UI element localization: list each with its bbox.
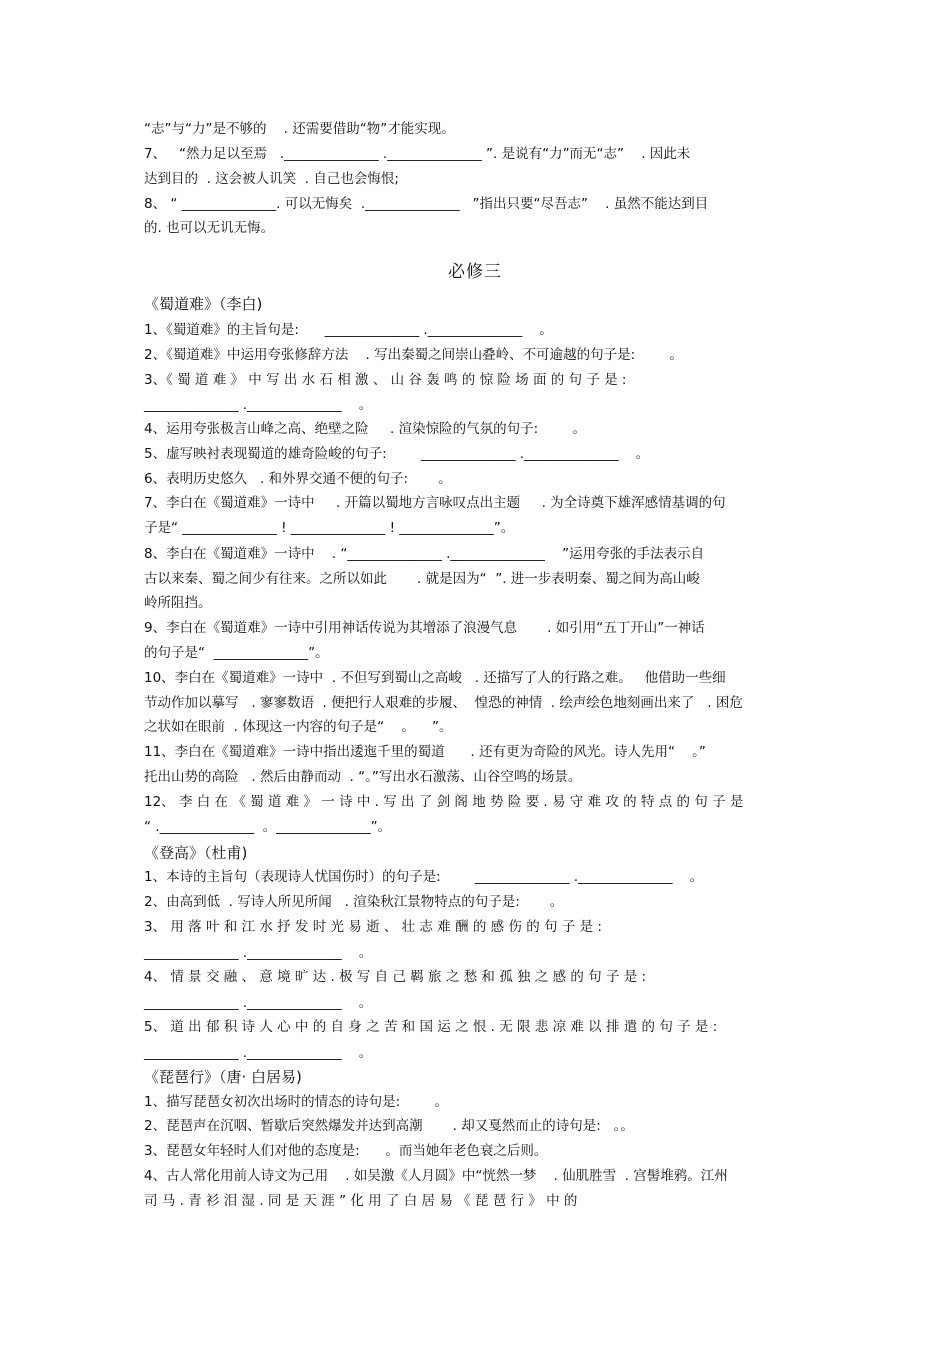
text-line: 7、李白在《蜀道难》一诗中 . 开篇以蜀地方言咏叹点出主题 . 为全诗奠下雄浑感情基调的句 — [144, 495, 726, 511]
text-line: “志”与“力”是不够的 . 还需要借助“物”才能实现。 — [144, 121, 455, 137]
text-line: 11、李白在《蜀道难》一诗中指出逶迤千里的蜀道 . 还有更为奇险的风光。诗人先用“ 。” — [144, 744, 706, 760]
text-line: 5、 道 出 郁 积 诗 人 心 中 的 自 身 之 苦 和 国 运 之 恨 . 无 限 悲 凉 难 以 排 遣 的 句 子 是 : — [144, 1019, 718, 1035]
section-title: 《登高》（杜甫) — [144, 844, 248, 862]
text-line: 2、琵琶声在沉咽、暂歇后突然爆发并达到高潮 . 却又戛然而止的诗句是: 。。 — [144, 1118, 634, 1134]
text-line: 2、由高到低 . 写诗人所见所闻 . 渲染秋江景物特点的句子是: 。 — [144, 894, 564, 910]
text-line: 4、古人常化用前人诗文为己用 . 如吴激《人月圆》中“恍然一梦 . 仙肌胜雪 . 宫髻堆鸦。江州 — [144, 1168, 728, 1184]
text-line: 子是“ ______________ ! ______________ ! ______________”。 — [144, 520, 515, 536]
text-line: 司 马 . 青 衫 泪 湿 . 同 是 天 涯 ” 化 用 了 白 居 易 《 琵 琶 行 》 中 的 — [144, 1193, 578, 1209]
text-line: 7、 “然力足以至焉 .______________ .______________ ”. 是说有“力”而无“志” . 因此未 — [144, 146, 691, 162]
text-line: 达到目的 . 这会被人讥笑 . 自己也会悔恨; — [144, 171, 399, 187]
text-line: 节动作加以摹写 . 寥寥数语 . 便把行人艰难的步履、 惶恐的神情 . 绘声绘色地刻画出来了 . 困危 — [144, 695, 743, 711]
text-line: 9、李白在《蜀道难》一诗中引用神话传说为其增添了浪漫气息 . 如引用“五丁开山”一神话 — [144, 620, 705, 636]
text-line: ______________ .______________ 。 — [144, 1045, 373, 1061]
text-line: 2、《蜀道难》中运用夸张修辞方法 . 写出秦蜀之间崇山叠岭、不可逾越的句子是: 。 — [144, 347, 683, 363]
text-line: 6、表明历史悠久 . 和外界交通不便的句子: 。 — [144, 471, 452, 487]
text-line: 8、李白在《蜀道难》一诗中 . “______________ .______________ ”运用夸张的手法表示自 — [144, 546, 705, 562]
text-line: 之状如在眼前 . 体现这一内容的句子是“ 。 ”。 — [144, 719, 453, 735]
text-line: ______________ .______________ 。 — [144, 945, 373, 961]
text-line: 古以来秦、蜀之间少有往来。之所以如此 . 就是因为“ ”. 进一步表明秦、蜀之间为高山峻 — [144, 571, 700, 587]
text-line: 1、本诗的主旨句（表现诗人忧国伤时）的句子是: ______________ .______________ 。 — [144, 869, 704, 885]
text-line: 3、 用 落 叶 和 江 水 抒 发 时 光 易 逝 、 壮 志 难 酬 的 感 伤 的 句 子 是 : — [144, 919, 602, 935]
text-line: 1、《蜀道难》的主旨句是: ______________ .______________ 。 — [144, 322, 553, 338]
text-line: 4、运用夸张极言山峰之高、绝壁之险 . 渲染惊险的气氛的句子: 。 — [144, 421, 587, 437]
text-line: 3、琵琶女年轻时人们对他的态度是: 。而当她年老色衰之后则。 — [144, 1143, 548, 1159]
section-title: 《蜀道难》（李白) — [144, 295, 263, 313]
page-heading: 必修三 — [448, 262, 502, 282]
section-title: 《琵琶行》（唐· 白居易) — [144, 1068, 302, 1086]
text-line: 的. 也可以无讥无悔。 — [144, 220, 275, 236]
text-line: 10、李白在《蜀道难》一诗中 . 不但写到蜀山之高峻 . 还描写了人的行路之难。 他借助一些细 — [144, 670, 726, 686]
text-line: “ .______________ 。______________”。 — [144, 819, 392, 835]
text-line: 12、 李 白 在 《 蜀 道 难 》 一 诗 中 . 写 出 了 剑 阁 地 势 险 要 . 易 守 难 攻 的 特 点 的 句 子 是 — [144, 794, 744, 810]
text-line: ______________ .______________ 。 — [144, 995, 373, 1011]
text-line: ______________ .______________ 。 — [144, 397, 373, 413]
text-line: 的句子是“ ______________”。 — [144, 645, 329, 661]
text-line: 5、虚写映衬表现蜀道的雄奇险峻的句子: ______________ .______________ 。 — [144, 446, 650, 462]
text-line: 托出山势的高险 . 然后由静而动 . “。”写出水石激荡、山谷空鸣的场景。 — [144, 769, 582, 785]
text-line: 岭所阻挡。 — [144, 595, 212, 611]
text-line: 8、 “ ______________. 可以无悔矣 .______________ ”指出只要“尽吾志” . 虽然不能达到目 — [144, 196, 709, 212]
text-line: 4、 情 景 交 融 、 意 境 旷 达 . 极 写 自 己 羁 旅 之 愁 和 孤 独 之 感 的 句 子 是 : — [144, 969, 647, 985]
text-line: 1、描写琵琶女初次出场时的情态的诗句是: 。 — [144, 1094, 448, 1110]
text-line: 3、《 蜀 道 难 》 中 写 出 水 石 相 激 、 山 谷 轰 鸣 的 惊 险 场 面 的 句 子 是 : — [144, 372, 627, 388]
